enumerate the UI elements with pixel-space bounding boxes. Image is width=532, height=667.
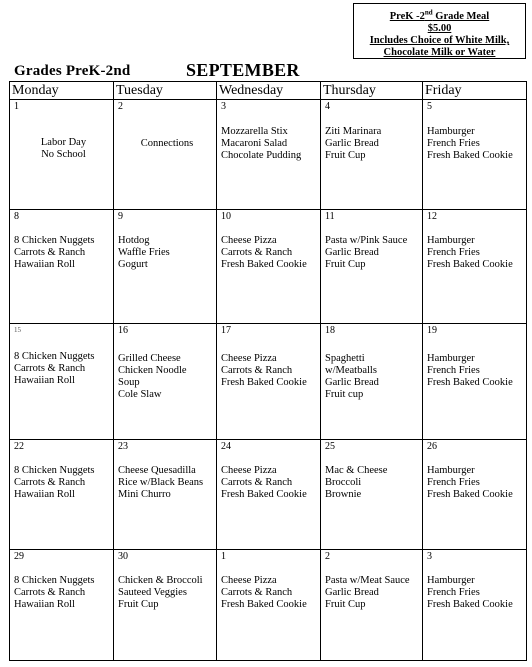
day-number: 25 xyxy=(325,441,335,452)
menu-item: w/Meatballs xyxy=(325,365,377,376)
meal-includes-line1: Includes Choice of White Milk, xyxy=(369,35,510,46)
day-cell-monday xyxy=(10,440,114,550)
day-cell-wednesday xyxy=(217,210,321,324)
menu-item: Chicken Noodle xyxy=(118,365,187,376)
weekday-monday: Monday xyxy=(10,82,114,100)
day-cell-tuesday xyxy=(114,324,217,440)
day-number: 11 xyxy=(325,211,335,222)
menu-item: Garlic Bread xyxy=(325,247,379,258)
day-cell-tuesday xyxy=(114,210,217,324)
menu-item: Carrots & Ranch xyxy=(221,247,293,258)
menu-item: Labor Day xyxy=(40,137,87,148)
menu-item: French Fries xyxy=(427,247,480,258)
day-number: 15 xyxy=(14,326,21,334)
menu-item: Mozzarella Stix xyxy=(221,126,288,137)
menu-item: Hawaiian Roll xyxy=(14,375,75,386)
menu-item: Gogurt xyxy=(118,259,148,270)
day-cell-wednesday xyxy=(217,100,321,210)
meal-price-box xyxy=(353,3,526,59)
menu-items xyxy=(114,337,216,401)
menu-items xyxy=(423,337,526,389)
menu-item: Hamburger xyxy=(427,465,475,476)
day-number: 1 xyxy=(14,101,19,112)
menu-item: Fresh Baked Cookie xyxy=(427,150,513,161)
menu-items xyxy=(321,563,422,611)
menu-item: Fresh Baked Cookie xyxy=(427,377,513,388)
menu-items xyxy=(10,223,113,271)
menu-item: French Fries xyxy=(427,587,480,598)
day-cell-thursday xyxy=(321,100,423,210)
menu-item: Carrots & Ranch xyxy=(14,477,86,488)
day-number: 22 xyxy=(14,441,24,452)
menu-item: French Fries xyxy=(427,365,480,376)
menu-item: Carrots & Ranch xyxy=(221,587,293,598)
menu-items xyxy=(114,223,216,271)
day-cell-wednesday xyxy=(217,324,321,440)
menu-items xyxy=(114,453,216,501)
day-cell-wednesday xyxy=(217,550,321,661)
day-cell-monday xyxy=(10,324,114,440)
weekday-wednesday: Wednesday xyxy=(217,82,321,100)
menu-item: Spaghetti xyxy=(325,353,365,364)
menu-item: Hawaiian Roll xyxy=(14,489,75,500)
menu-item: Rice w/Black Beans xyxy=(118,477,204,488)
menu-item: Fresh Baked Cookie xyxy=(221,259,307,270)
day-number: 4 xyxy=(325,101,330,112)
menu-item: Carrots & Ranch xyxy=(14,247,86,258)
day-number: 19 xyxy=(427,325,437,336)
day-number: 2 xyxy=(118,101,123,112)
menu-items xyxy=(321,453,422,501)
menu-item: 8 Chicken Nuggets xyxy=(14,235,95,246)
menu-item: Hamburger xyxy=(427,235,475,246)
menu-item: Macaroni Salad xyxy=(221,138,288,149)
day-cell-thursday xyxy=(321,210,423,324)
menu-item: Mac & Cheese xyxy=(325,465,388,476)
day-number: 26 xyxy=(427,441,437,452)
meal-includes-line2: Chocolate Milk or Water xyxy=(383,47,496,58)
menu-item: Garlic Bread xyxy=(325,587,379,598)
day-cell-monday xyxy=(10,210,114,324)
day-cell-thursday xyxy=(321,440,423,550)
lunch-calendar xyxy=(9,81,527,661)
day-number: 18 xyxy=(325,325,335,336)
day-number: 12 xyxy=(427,211,437,222)
day-number: 1 xyxy=(221,551,226,562)
menu-item: Connections xyxy=(140,138,194,149)
meal-price: $5.00 xyxy=(427,23,452,34)
day-number: 5 xyxy=(427,101,432,112)
weekday-tuesday: Tuesday xyxy=(114,82,217,100)
day-number: 9 xyxy=(118,211,123,222)
day-number: 8 xyxy=(14,211,19,222)
day-number: 10 xyxy=(221,211,231,222)
menu-items xyxy=(114,563,216,611)
menu-items xyxy=(217,223,320,271)
menu-items xyxy=(423,113,526,162)
day-number: 23 xyxy=(118,441,128,452)
menu-items xyxy=(10,453,113,501)
day-cell-friday xyxy=(423,440,527,550)
week-row xyxy=(10,324,527,440)
menu-items xyxy=(217,113,320,162)
menu-item: Fresh Baked Cookie xyxy=(221,599,307,610)
day-number: 2 xyxy=(325,551,330,562)
day-number: 17 xyxy=(221,325,231,336)
week-row xyxy=(10,210,527,324)
weekday-thursday: Thursday xyxy=(321,82,423,100)
day-number: 3 xyxy=(427,551,432,562)
menu-item: French Fries xyxy=(427,477,480,488)
day-cell-friday xyxy=(423,550,527,661)
menu-item: Fresh Baked Cookie xyxy=(221,377,307,388)
menu-item: Hamburger xyxy=(427,126,475,137)
day-cell-friday xyxy=(423,210,527,324)
day-number: 24 xyxy=(221,441,231,452)
day-cell-tuesday xyxy=(114,550,217,661)
menu-item: Pasta w/Pink Sauce xyxy=(325,235,408,246)
week-row xyxy=(10,440,527,550)
menu-item: Fresh Baked Cookie xyxy=(221,489,307,500)
menu-item: Garlic Bread xyxy=(325,377,379,388)
menu-items xyxy=(10,335,113,387)
day-cell-wednesday xyxy=(217,440,321,550)
menu-item: Cheese Pizza xyxy=(221,235,277,246)
day-cell-friday xyxy=(423,324,527,440)
menu-item: Carrots & Ranch xyxy=(221,365,293,376)
meal-title: PreK -2nd Grade Meal xyxy=(389,8,490,22)
menu-item: Hamburger xyxy=(427,575,475,586)
day-cell-friday xyxy=(423,100,527,210)
menu-item: Hawaiian Roll xyxy=(14,259,75,270)
menu-item: No School xyxy=(41,149,86,160)
grades-title: Grades PreK-2nd xyxy=(14,63,131,79)
menu-items xyxy=(423,223,526,271)
day-number: 3 xyxy=(221,101,226,112)
menu-items xyxy=(217,563,320,611)
menu-item: Pasta w/Meat Sauce xyxy=(325,575,410,586)
menu-items xyxy=(217,337,320,389)
day-number: 16 xyxy=(118,325,128,336)
day-cell-monday xyxy=(10,100,114,210)
week-row xyxy=(10,550,527,661)
menu-item: Hotdog xyxy=(118,235,150,246)
menu-item: Sauteed Veggies xyxy=(118,587,187,598)
menu-item: Fruit Cup xyxy=(325,599,366,610)
menu-item: Cheese Pizza xyxy=(221,465,277,476)
menu-item: 8 Chicken Nuggets xyxy=(14,575,95,586)
day-number: 29 xyxy=(14,551,24,562)
menu-item: 8 Chicken Nuggets xyxy=(14,351,95,362)
menu-item: Cole Slaw xyxy=(118,389,162,400)
menu-items xyxy=(423,453,526,501)
day-cell-tuesday xyxy=(114,440,217,550)
menu-item: Soup xyxy=(118,377,140,388)
menu-item: 8 Chicken Nuggets xyxy=(14,465,95,476)
day-cell-monday xyxy=(10,550,114,661)
menu-items xyxy=(217,453,320,501)
menu-items xyxy=(321,337,422,401)
menu-item: Hamburger xyxy=(427,353,475,364)
week-row xyxy=(10,100,527,210)
menu-item: Broccoli xyxy=(325,477,362,488)
day-cell-thursday xyxy=(321,550,423,661)
menu-items xyxy=(10,563,113,611)
day-cell-tuesday xyxy=(114,100,217,210)
day-cell-thursday xyxy=(321,324,423,440)
menu-items xyxy=(114,113,216,150)
weekday-friday: Friday xyxy=(423,82,527,100)
menu-item: Fresh Baked Cookie xyxy=(427,599,513,610)
day-number: 30 xyxy=(118,551,128,562)
menu-item: French Fries xyxy=(427,138,480,149)
menu-item: Fruit cup xyxy=(325,389,364,400)
menu-item: Carrots & Ranch xyxy=(14,587,86,598)
menu-items xyxy=(321,113,422,162)
menu-item: Mini Churro xyxy=(118,489,171,500)
menu-item: Cheese Pizza xyxy=(221,353,277,364)
menu-item: Grilled Cheese xyxy=(118,353,181,364)
menu-item: Chocolate Pudding xyxy=(221,150,302,161)
menu-item: Carrots & Ranch xyxy=(14,363,86,374)
month-title: SEPTEMBER xyxy=(186,60,300,80)
menu-item: Cheese Pizza xyxy=(221,575,277,586)
menu-item: Carrots & Ranch xyxy=(221,477,293,488)
menu-item: Cheese Quesadilla xyxy=(118,465,196,476)
menu-item: Ziti Marinara xyxy=(325,126,382,137)
menu-item: Garlic Bread xyxy=(325,138,379,149)
menu-item: Fruit Cup xyxy=(325,150,366,161)
weekday-header-row xyxy=(10,82,527,100)
menu-item: Brownie xyxy=(325,489,362,500)
menu-item: Waffle Fries xyxy=(118,247,170,258)
menu-item: Fresh Baked Cookie xyxy=(427,259,513,270)
menu-item: Hawaiian Roll xyxy=(14,599,75,610)
menu-items xyxy=(10,113,113,161)
menu-item: Chicken & Broccoli xyxy=(118,575,203,586)
menu-items xyxy=(423,563,526,611)
menu-item: Fresh Baked Cookie xyxy=(427,489,513,500)
menu-items xyxy=(321,223,422,271)
menu-item: Fruit Cup xyxy=(118,599,159,610)
menu-item: Fruit Cup xyxy=(325,259,366,270)
